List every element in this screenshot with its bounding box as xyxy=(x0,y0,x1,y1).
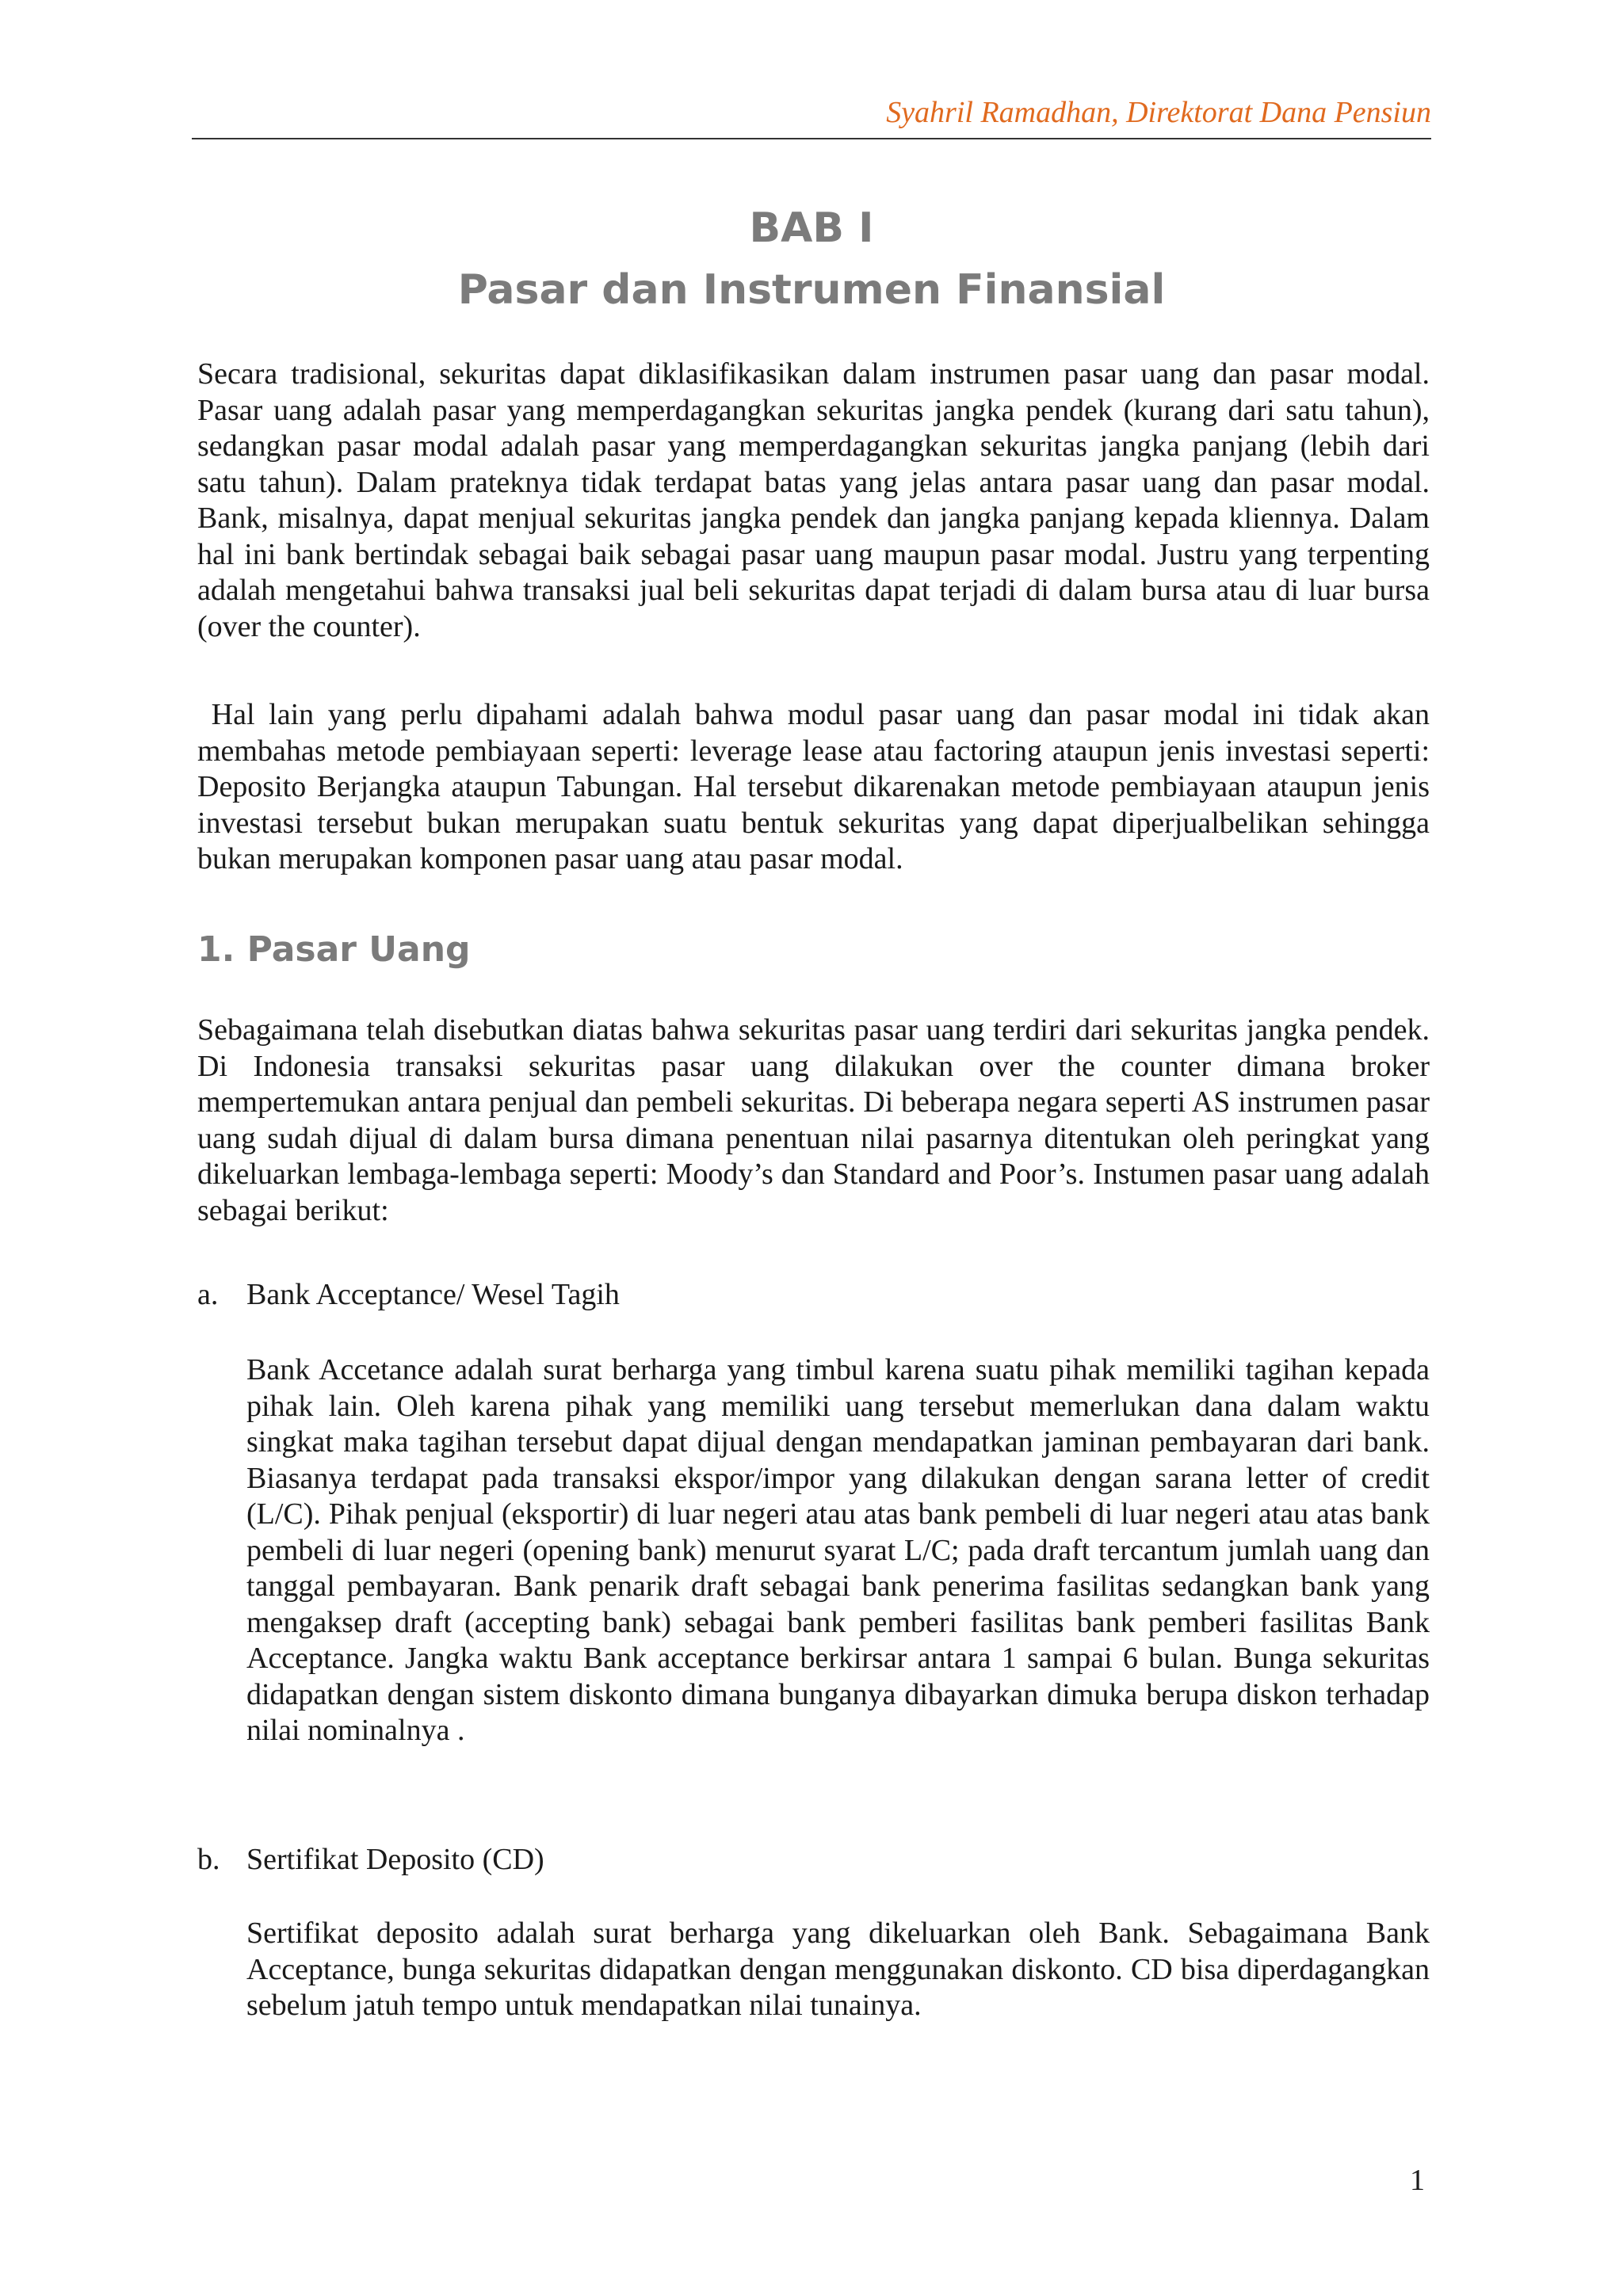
list-item-body-bank-acceptance: Bank Accetance adalah surat berharga yang timbul karena suatu pihak memiliki tagihan kepada pihak lain. Oleh karena pihak yang memiliki uang tersebut memerlukan dana dalam waktu singkat maka tagihan tersebut dapat dijual dengan mendapatkan jaminan pembayaran dari bank. Biasanya terdapat pada transaksi ekspor/impor yang dilakukan dengan sarana letter of credit (L/C). Pihak penjual (eksportir) di luar negeri atau atas bank pembeli di luar negeri atau atas bank pembeli di luar negeri (opening bank) menurut syarat L/C; pada draft tercantum jumlah uang dan tanggal pembayaran. Bank penarik draft sebagai bank penerima fasilitas sedangkan bank yang mengaksep draft (accepting bank) sebagai bank pemberi fasilitas bank pemberi fasilitas Bank Acceptance. Jangka waktu Bank acceptance berkirsar antara 1 sampai 6 bulan. Bunga sekuritas didapatkan dengan sistem diskonto dimana bunganya dibayarkan dimuka berupa diskon terhadap nilai nominalnya . xyxy=(246,1353,1430,1747)
list-marker-b: b. xyxy=(197,1843,220,1876)
list-marker-a: a. xyxy=(197,1278,219,1311)
header-divider xyxy=(192,138,1431,139)
paragraph-text: Secara tradisional, sekuritas dapat diklasifikasikan dalam instrumen pasar uang dan pasar modal. Pasar uang adalah pasar yang memperdagangkan sekuritas jangka pendek (kurang dari satu tahun), sedangkan pasar modal adalah pasar yang memperdagangkan sekuritas jangka panjang (lebih dari satu tahun). Dalam prateknya tidak terdapat batas yang jelas antara pasar uang dan pasar modal. Bank, misalnya, dapat menjual sekuritas jangka pendek dan jangka panjang kepada kliennya. Dalam hal ini bank bertindak sebagai baik sebagai pasar uang maupun pasar modal. Justru yang terpenting adalah mengetahui bahwa transaksi jual beli sekuritas dapat terjadi di dalam bursa atau di luar bursa (over the counter). xyxy=(197,357,1430,643)
paragraph-text: Hal lain yang perlu dipahami adalah bahwa modul pasar uang dan pasar modal ini tidak akan membahas metode pembiayaan seperti: leverage lease atau factoring ataupun jenis investasi seperti: Deposito Berjangka ataupun Tabungan. Hal tersebut dikarenakan metode pembiayaan ataupun jenis investasi tersebut bukan merupakan suatu bentuk sekuritas yang dapat diperjualbelikan sehingga bukan merupakan komponen pasar uang atau pasar modal. xyxy=(197,698,1430,875)
chapter-number: BAB I xyxy=(749,204,874,252)
section-heading-pasar-uang: 1. Pasar Uang xyxy=(197,929,471,970)
chapter-title: Pasar dan Instrumen Finansial xyxy=(457,266,1166,314)
list-item-title-sertifikat-deposito: Sertifikat Deposito (CD) xyxy=(246,1843,544,1876)
list-item-body-sertifikat-deposito: Sertifikat deposito adalah surat berharga yang dikeluarkan oleh Bank. Sebagaimana Bank Acceptance, bunga sekuritas didapatkan dengan menggunakan diskonto. CD bisa diperdagangkan sebelum jatuh tempo untuk mendapatkan nilai tunainya. xyxy=(246,1917,1430,2022)
page-number: 1 xyxy=(1410,2164,1425,2197)
section-1-paragraph xyxy=(197,1013,1430,1229)
list-item-title-bank-acceptance: Bank Acceptance/ Wesel Tagih xyxy=(246,1278,620,1311)
intro-paragraph-2 xyxy=(197,697,1430,878)
running-header: Syahril Ramadhan, Direktorat Dana Pensiun xyxy=(886,96,1431,129)
intro-paragraph-1 xyxy=(197,357,1430,645)
paragraph-text: Sebagaimana telah disebutkan diatas bahwa sekuritas pasar uang terdiri dari sekuritas jangka pendek. Di Indonesia transaksi sekuritas pasar uang dilakukan over the counter dimana broker mempertemukan antara penjual dan pembeli sekuritas. Di beberapa negara seperti AS instrumen pasar uang sudah dijual di dalam bursa dimana penentuan nilai pasarnya ditentukan oleh peringkat yang dikeluarkan lembaga-lembaga seperti: Moody’s dan Standard and Poor’s. Instumen pasar uang adalah sebagai berikut: xyxy=(197,1013,1430,1227)
